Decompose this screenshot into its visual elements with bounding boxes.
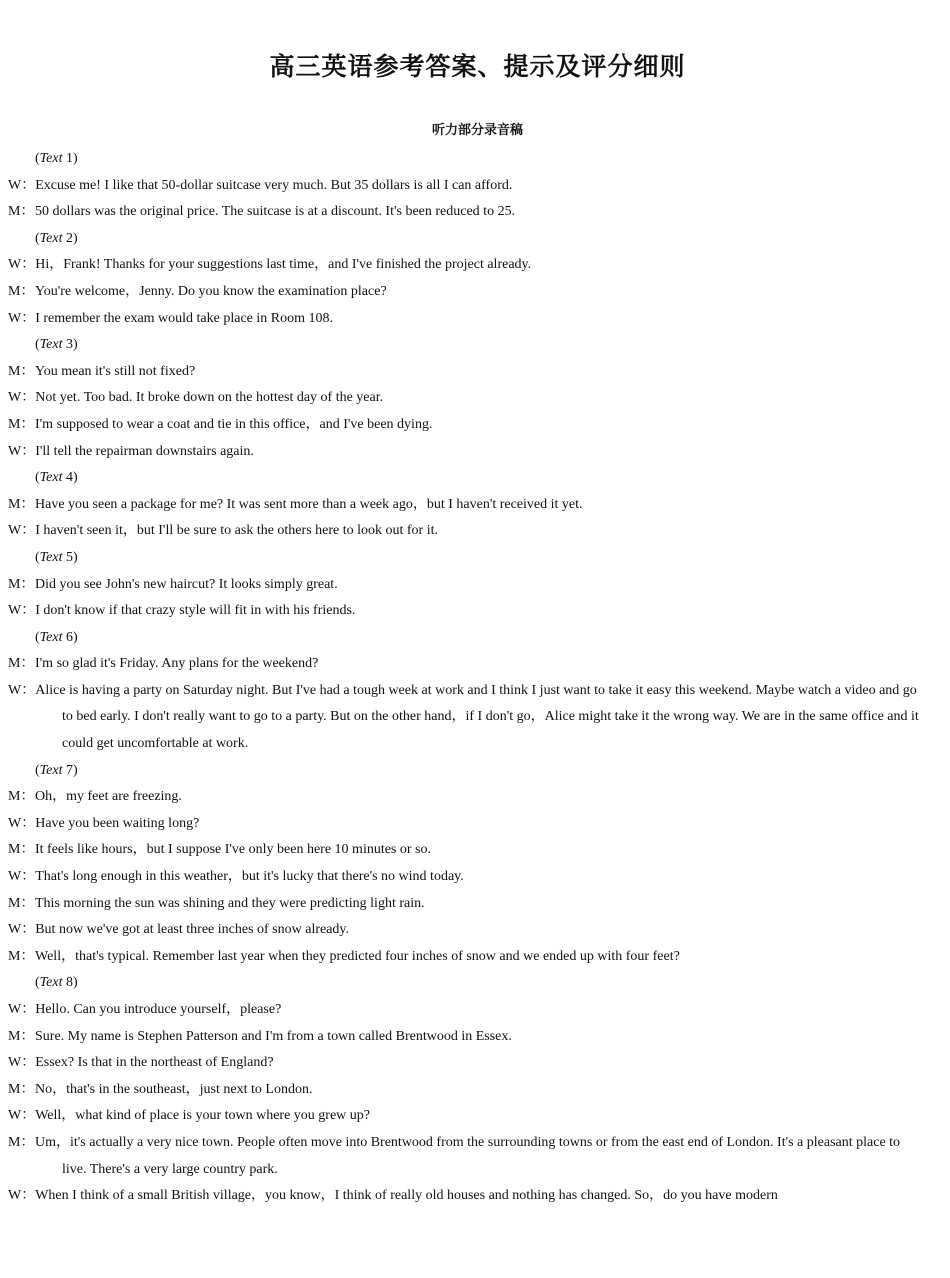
text-label-word: Text (39, 470, 63, 486)
dialogue-line (8, 252, 920, 279)
dialogue-text: It feels like hours，but I suppose I've only been here 10 minutes or so. (35, 842, 431, 858)
dialogue-text: I don't know if that crazy style will fit in with his friends. (35, 603, 356, 619)
dialogue-line (8, 864, 920, 891)
open-paren: ( (35, 762, 40, 778)
text-section-label (35, 970, 920, 997)
text-label-number: 7 (66, 762, 73, 778)
close-paren: ) (73, 549, 78, 565)
dialogue-line: M：Oh，my feet are freezing. (8, 789, 182, 805)
text-label-number: 8 (66, 975, 73, 991)
dialogue-text: Alice is having a party on Saturday night. But I've had a tough week at work and I think I just want to take it easy this weekend. Maybe watch a video and go to bed early. I don't really want to go to a party. But on the other hand，if I don't go，Alice might take it the wrong way. We are in the same office and it could get uncomfortable at work. (35, 682, 919, 752)
dialogue-line: M：I'm so glad it's Friday. Any plans for the weekend? (8, 656, 319, 672)
dialogue-text: I remember the exam would take place in Room 108. (35, 310, 334, 326)
transcript (8, 146, 920, 1210)
text-label-number: 6 (66, 629, 73, 645)
close-paren: ) (73, 629, 78, 645)
dialogue-line (8, 385, 920, 412)
dialogue-text: Um，it's actually a very nice town. People often move into Brentwood from the surrounding towns or from the east end of London. It's a pleasant place to live. There's a very large country park. (35, 1134, 901, 1177)
dialogue-text: Have you been waiting long? (35, 815, 200, 831)
dialogue-line: M：50 dollars was the original price. The suitcase is at a discount. It's been reduced to 25. (8, 204, 516, 220)
dialogue-line: M：Did you see John's new haircut? It looks simply great. (8, 576, 338, 592)
dialogue-text: I'm so glad it's Friday. Any plans for the weekend? (35, 656, 319, 672)
text-label-word: Text (39, 549, 63, 565)
text-label-word: Text (39, 629, 63, 645)
dialogue-line: M：Sure. My name is Stephen Patterson and I'm from a town called Brentwood in Essex. (8, 1028, 512, 1044)
dialogue-text: I haven't seen it，but I'll be sure to ask the others here to look out for it. (35, 523, 438, 539)
dialogue-line (8, 1183, 920, 1210)
open-paren: ( (35, 230, 40, 246)
dialogue-text: I'll tell the repairman downstairs again. (35, 443, 254, 459)
dialogue-line (8, 1050, 920, 1077)
dialogue-line: M：It feels like hours，but I suppose I've only been here 10 minutes or so. (8, 842, 431, 858)
dialogue-text: 50 dollars was the original price. The suitcase is at a discount. It's been reduced to 25. (35, 204, 516, 220)
text-label-number: 3 (66, 337, 73, 353)
text-label-word: Text (39, 337, 63, 353)
document-title: 高三英语参考答案、提示及评分细则 (269, 52, 686, 81)
dialogue-text: Have you seen a package for me? It was sent more than a week ago，but I haven't received it yet. (35, 496, 583, 512)
text-section-label (35, 625, 920, 652)
open-paren: ( (35, 549, 40, 565)
text-section-label (35, 226, 920, 253)
close-paren: ) (73, 151, 78, 166)
dialogue-text: Sure. My name is Stephen Patterson and I'm from a town called Brentwood in Essex. (35, 1028, 512, 1044)
dialogue-text: No，that's in the southeast，just next to London. (35, 1081, 313, 1097)
dialogue-text: Well，that's typical. Remember last year when they predicted four inches of snow and we ended up with four feet? (35, 948, 680, 964)
close-paren: ) (73, 230, 78, 246)
dialogue-text: Did you see John's new haircut? It looks simply great. (35, 576, 338, 592)
dialogue-text: This morning the sun was shining and they were predicting light rain. (35, 895, 425, 911)
close-paren: ) (73, 337, 78, 353)
dialogue-line (8, 917, 920, 944)
dialogue-line (8, 173, 920, 200)
dialogue-text: When I think of a small British village，you know，I think of really old houses and nothing has changed. So，do you have modern (35, 1188, 778, 1204)
dialogue-text: You mean it's still not fixed? (35, 363, 196, 379)
text-label-number: 4 (66, 470, 73, 486)
open-paren: ( (35, 337, 40, 353)
dialogue-line: M：Have you seen a package for me? It was sent more than a week ago，but I haven't received it yet. (8, 496, 583, 512)
dialogue-text: You're welcome，Jenny. Do you know the examination place? (35, 283, 387, 299)
dialogue-line (8, 997, 920, 1024)
text-section-label (35, 465, 920, 492)
text-section-label (35, 758, 920, 785)
dialogue-line (8, 518, 920, 545)
text-label-word: Text (39, 230, 63, 246)
dialogue-text: Hi，Frank! Thanks for your suggestions last time，and I've finished the project already. (35, 257, 532, 273)
open-paren: ( (35, 629, 40, 645)
dialogue-line (8, 439, 920, 466)
dialogue-line: M：You mean it's still not fixed? (8, 363, 196, 379)
dialogue-text: Excuse me! I like that 50-dollar suitcase very much. But 35 dollars is all I can afford. (35, 177, 513, 193)
dialogue-text: Oh，my feet are freezing. (35, 789, 182, 805)
text-label-word: Text (39, 762, 63, 778)
dialogue-text: But now we've got at least three inches of snow already. (35, 922, 350, 938)
close-paren: ) (73, 975, 78, 991)
dialogue-line: M：No，that's in the southeast，just next to London. (8, 1081, 313, 1097)
dialogue-line: M：I'm supposed to wear a coat and tie in this office，and I've been dying. (8, 416, 433, 432)
dialogue-line (8, 598, 920, 625)
dialogue-text: I'm supposed to wear a coat and tie in this office，and I've been dying. (35, 416, 433, 432)
open-paren: ( (35, 975, 40, 991)
dialogue-line: M：Well，that's typical. Remember last year when they predicted four inches of snow and we ended up with four feet? (8, 948, 680, 964)
dialogue-line (8, 1103, 920, 1130)
dialogue-text: Well，what kind of place is your town where you grew up? (35, 1108, 371, 1124)
dialogue-line (8, 678, 920, 758)
text-section-label (35, 545, 920, 572)
close-paren: ) (73, 762, 78, 778)
dialogue-line: M：You're welcome，Jenny. Do you know the examination place? (8, 283, 387, 299)
close-paren: ) (73, 470, 78, 486)
dialogue-text: Hello. Can you introduce yourself，please? (35, 1002, 282, 1017)
text-label-number: 2 (66, 230, 73, 246)
text-label-word: Text (39, 151, 63, 166)
open-paren: ( (35, 470, 40, 486)
dialogue-line (8, 306, 920, 333)
dialogue-line: M：Um，it's actually a very nice town. People often move into Brentwood from the surrounding towns or from the east end of London. It's a pleasant place to live. There's a very large country park. (8, 1134, 901, 1177)
open-paren: ( (35, 151, 40, 166)
dialogue-text: That's long enough in this weather，but it's lucky that there's no wind today. (35, 869, 464, 885)
text-section-label (35, 146, 920, 173)
dialogue-line (8, 811, 920, 838)
text-label-number: 1 (66, 151, 73, 166)
text-label-word: Text (39, 975, 63, 991)
dialogue-line: M：This morning the sun was shining and they were predicting light rain. (8, 895, 425, 911)
text-section-label (35, 332, 920, 359)
dialogue-text: Essex? Is that in the northeast of England? (35, 1055, 274, 1071)
text-label-number: 5 (66, 549, 73, 565)
dialogue-text: Not yet. Too bad. It broke down on the hottest day of the year. (35, 390, 384, 406)
section-title: 听力部分录音稿 (431, 123, 523, 138)
